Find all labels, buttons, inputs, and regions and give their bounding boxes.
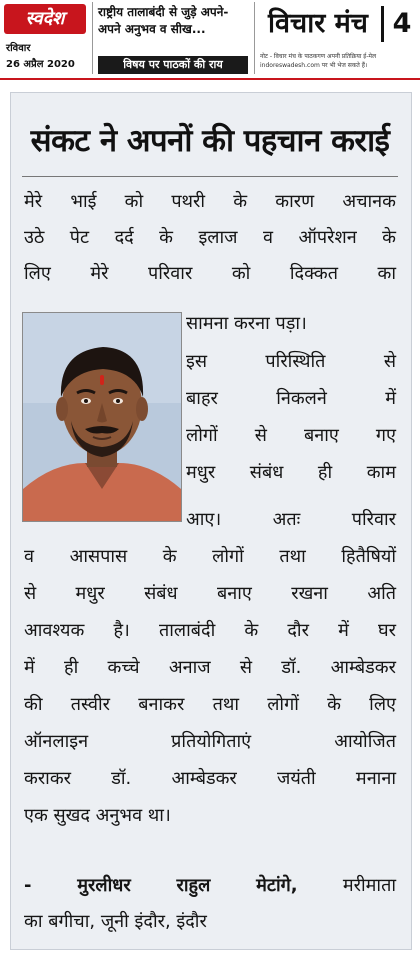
section-title: विचार मंच xyxy=(268,8,368,39)
article-line: आवश्यक है। तालाबंदी के दौर में घर xyxy=(24,620,396,641)
title-rule xyxy=(22,176,398,177)
author-place: मरीमाता xyxy=(342,875,396,896)
article-line: उठे पेट दर्द के इलाज व ऑपरेशन के xyxy=(24,227,396,248)
logo-text: स्वदेश xyxy=(25,8,65,29)
topic-headline-line: अपने अनुभव व सीख... xyxy=(98,22,206,36)
article-line: बाहर निकलने में xyxy=(186,388,396,409)
masthead-rule xyxy=(0,78,420,80)
article-line: में ही कच्चे अनाज से डॉ. आम्बेडकर xyxy=(24,657,396,678)
article-line: सामना करना पड़ा। xyxy=(186,313,307,334)
author-portrait-illustration xyxy=(23,313,181,521)
author-photo xyxy=(22,312,182,522)
topic-headline xyxy=(98,4,248,38)
article-line: मधुर संबंध ही काम xyxy=(186,462,396,483)
issue-date: 26 अप्रैल 2020 xyxy=(6,59,75,70)
article-line: लिए मेरे परिवार को दिक्कत का xyxy=(24,263,396,284)
article-line: मेरे भाई को पथरी के कारण अचानक xyxy=(24,191,396,212)
issue-day: रविवार xyxy=(6,43,31,54)
page-number: 4 xyxy=(392,8,412,39)
article-line: लोगों से बनाए गए xyxy=(186,425,396,446)
article-line: कराकर डॉ. आम्बेडकर जयंती मनाना xyxy=(24,768,396,789)
article-line: आए। अतः परिवार xyxy=(186,509,396,530)
newspaper-logo xyxy=(4,4,86,34)
article-title: संकट ने अपनों की पहचान कराई xyxy=(30,123,390,159)
article-line: एक सुखद अनुभव था। xyxy=(24,805,171,826)
readers-opinion-bar: विषय पर पाठकों की राय xyxy=(98,56,248,74)
article-line: से मधुर संबंध बनाए रखना अति xyxy=(24,583,396,604)
article-line: व आसपास के लोगों तथा हितैषियों xyxy=(24,546,396,567)
article-line: की तस्वीर बनाकर तथा लोगों के लिए xyxy=(24,694,396,715)
divider xyxy=(254,2,255,74)
author-name: - मुरलीधर राहुल मेटांगे, xyxy=(24,875,298,896)
author-signature xyxy=(24,874,396,898)
topic-headline-line: राष्ट्रीय तालाबंदी से जुड़े अपने- xyxy=(98,5,229,19)
article-line: ऑनलाइन प्रतियोगिताएं आयोजित xyxy=(24,731,396,752)
article-line: इस परिस्थिति से xyxy=(186,351,396,372)
author-address: का बगीचा, जूनी इंदौर, इंदौर xyxy=(24,911,207,932)
masthead xyxy=(0,0,420,78)
masthead-note: नोट - विचार मंच के पाठकगण अपनी प्रतिक्रिया ई-मेल indoreswadesh.com पर भी भेज सकते हैं। xyxy=(260,53,377,69)
section-separator xyxy=(381,6,384,42)
divider xyxy=(92,2,93,74)
